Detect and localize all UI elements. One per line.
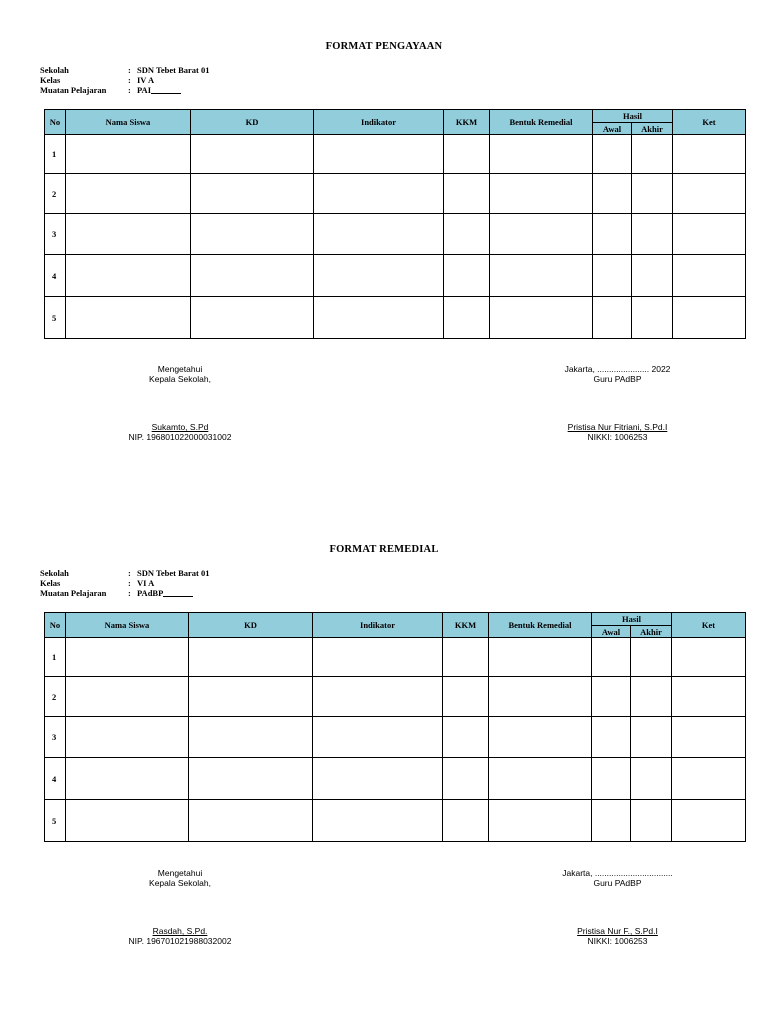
header-awal: Awal xyxy=(592,626,631,638)
header-bentuk-remedial: Bentuk Remedial xyxy=(489,613,592,638)
signature-left: Mengetahui Kepala Sekolah, Sukamto, S.Pd NIP. 196801022000031002 xyxy=(90,364,270,442)
table-row: 1 xyxy=(45,135,746,174)
meta-row-muatan: Muatan Pelajaran : PAI xyxy=(40,85,210,95)
header-hasil: Hasil xyxy=(592,613,672,626)
table-row: 4 xyxy=(45,758,746,800)
header-hasil: Hasil xyxy=(593,110,673,123)
table-row: 3 xyxy=(45,717,746,758)
header-ket: Ket xyxy=(672,613,746,638)
header-nama-siswa: Nama Siswa xyxy=(66,110,191,135)
header-akhir: Akhir xyxy=(631,626,672,638)
header-indikator: Indikator xyxy=(313,613,443,638)
header-nama-siswa: Nama Siswa xyxy=(66,613,189,638)
signatory-id: NIP. 196801022000031002 xyxy=(128,432,232,442)
table-row: 3 xyxy=(45,214,746,255)
header-kd: KD xyxy=(191,110,314,135)
signatory-name: Pristisa Nur Fitriani, S.Pd.I xyxy=(567,422,668,432)
table-row: 5 xyxy=(45,800,746,842)
blank-underline xyxy=(163,588,193,597)
meta-row-kelas: Kelas : IV A xyxy=(40,75,155,85)
header-ket: Ket xyxy=(673,110,746,135)
blank-underline xyxy=(151,85,181,94)
header-kkm: KKM xyxy=(443,613,489,638)
header-kkm: KKM xyxy=(444,110,490,135)
table-row: 4 xyxy=(45,255,746,297)
form-meta xyxy=(40,65,210,95)
signature-right: Jakarta, ...................... 2022 Guru PAdBP Pristisa Nur Fitriani, S.Pd.I NIKKI: 1006253 xyxy=(530,364,705,442)
header-bentuk-remedial: Bentuk Remedial xyxy=(490,110,593,135)
header-awal: Awal xyxy=(593,123,632,135)
header-no: No xyxy=(45,110,66,135)
form-title: FORMAT REMEDIAL xyxy=(329,544,439,555)
table-row: 2 xyxy=(45,677,746,717)
signatory-id: NIKKI: 1006253 xyxy=(587,936,648,946)
header-indikator: Indikator xyxy=(314,110,444,135)
meta-row-sekolah: Sekolah : SDN Tebet Barat 01 xyxy=(40,568,210,578)
header-akhir: Akhir xyxy=(632,123,673,135)
signatory-name: Rasdah, S.Pd. xyxy=(152,926,208,936)
data-table xyxy=(44,612,746,842)
table-row: 5 xyxy=(45,297,746,339)
meta-row-sekolah: Sekolah : SDN Tebet Barat 01 xyxy=(40,65,210,75)
table-row: 2 xyxy=(45,174,746,214)
header-kd: KD xyxy=(189,613,313,638)
meta-row-muatan: Muatan Pelajaran : PAdBP xyxy=(40,588,210,598)
meta-row-kelas: Kelas : VI A xyxy=(40,578,155,588)
header-no: No xyxy=(45,613,66,638)
signatory-name: Pristisa Nur F., S.Pd.I xyxy=(577,926,658,936)
signature-right: Jakarta, ................................. Guru PAdBP Pristisa Nur F., S.Pd.I NIKKI: 1006253 xyxy=(530,868,705,946)
signatory-id: NIP. 196701021988032002 xyxy=(128,936,232,946)
signatory-name: Sukamto, S.Pd xyxy=(151,422,209,432)
signature-left: Mengetahui Kepala Sekolah, Rasdah, S.Pd. NIP. 196701021988032002 xyxy=(90,868,270,946)
table-row: 1 xyxy=(45,638,746,677)
form-title: FORMAT PENGAYAAN xyxy=(325,41,443,52)
signatory-id: NIKKI: 1006253 xyxy=(587,432,648,442)
data-table xyxy=(44,109,746,339)
form-meta xyxy=(40,568,210,598)
